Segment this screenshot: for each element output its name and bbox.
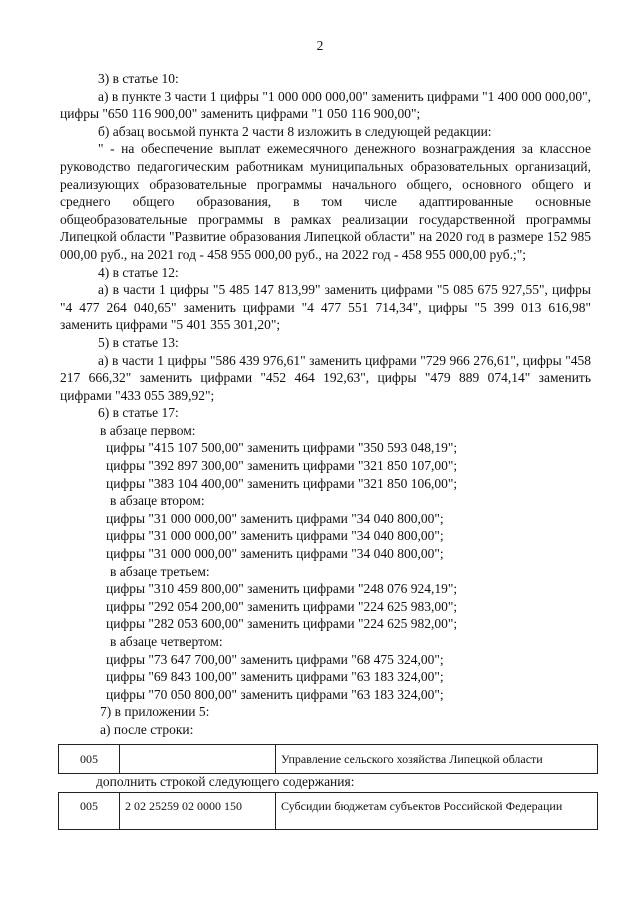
list-item: цифры "73 647 700,00" заменить цифрами "68 475 324,00";: [106, 651, 444, 667]
list-item: цифры "310 459 800,00" заменить цифрами "248 076 924,19";: [106, 581, 458, 597]
list-item: цифры "69 843 100,00" заменить цифрами "63 183 324,00";: [106, 669, 444, 685]
page-number: 2: [316, 38, 324, 53]
paragraph-article12: 4) в статье 12:: [98, 264, 179, 280]
between-text: дополнить строкой следующего содержания:: [96, 774, 355, 789]
paragraph-quote: " - на обеспечение выплат ежемесячного денежного вознаграждения за классное руководство педагогическим работникам муниципальных образовательных организаций, реализующих образовательные программы начального общего, основного общего и среднего общего образования, в том числе адаптированные основные общеобразовательные программы в рамках реализации государственной программы Липецкой области "Развитие образования Липецкой области" на 2020 год в размере 152 985 000,00 руб., на 2021 год - 458 955 000,00 руб., на 2022 год - 458 955 000,00 руб.;";: [60, 141, 591, 262]
paragraph-article13-a: а) в части 1 цифры "586 439 976,61" заменить цифрами "729 966 276,61", цифры "458 217 666,32" заменить цифрами "452 464 192,63", цифры "479 889 074,14" заменить цифрами "433 055 389,92";: [60, 352, 591, 403]
list-item: в абзаце втором:: [110, 493, 205, 509]
list-item: в абзаце первом:: [100, 422, 196, 438]
list-item: цифры "383 104 400,00" заменить цифрами "321 850 106,00";: [106, 475, 458, 491]
table-cell-code: 005: [59, 793, 120, 830]
list-item: цифры "415 107 500,00" заменить цифрами "350 593 048,19";: [106, 440, 458, 456]
table-cell-name: Управление сельского хозяйства Липецкой области: [276, 745, 598, 774]
paragraph-article13: 5) в статье 13:: [98, 334, 179, 350]
table-existing-row: [58, 744, 598, 774]
document-body: [60, 70, 591, 739]
list-item: цифры "31 000 000,00" заменить цифрами "34 040 800,00";: [106, 510, 444, 526]
list-item: а) после строки:: [100, 721, 194, 737]
paragraph-article10-a: а) в пункте 3 части 1 цифры "1 000 000 000,00" заменить цифрами "1 400 000 000,00", цифры "650 116 900,00" заменить цифрами "1 050 116 900,00";: [60, 88, 591, 122]
list-item: цифры "31 000 000,00" заменить цифрами "34 040 800,00";: [106, 546, 444, 562]
table-cell-kbk: [120, 745, 276, 774]
list-item: 7) в приложении 5:: [100, 704, 210, 720]
paragraph-article10-b: б) абзац восьмой пункта 2 части 8 изложить в следующей редакции:: [98, 123, 492, 139]
list-item: в абзаце четвертом:: [110, 634, 223, 649]
table-cell-name: Субсидии бюджетам субъектов Российской Федерации: [276, 793, 598, 830]
paragraph-article12-a: а) в части 1 цифры "5 485 147 813,99" заменить цифрами "5 085 675 927,55", цифры "4 477 264 040,65" заменить цифрами "4 477 551 714,34", цифры "5 399 013 616,98" заменить цифрами "5 401 355 301,20";: [60, 282, 591, 333]
paragraph-article10: 3) в статье 10:: [98, 71, 179, 86]
table-new-row: [58, 792, 598, 830]
list-item: цифры "292 054 200,00" заменить цифрами "224 625 983,00";: [106, 598, 458, 614]
list-item: цифры "70 050 800,00" заменить цифрами "63 183 324,00";: [106, 686, 444, 702]
table-cell-code: 005: [59, 745, 120, 774]
table-row: [59, 745, 598, 774]
list-item: цифры "392 897 300,00" заменить цифрами "321 850 107,00";: [106, 458, 458, 474]
list-item: цифры "31 000 000,00" заменить цифрами "34 040 800,00";: [106, 528, 444, 544]
table-row: [59, 793, 598, 830]
list-item: в абзаце третьем:: [110, 563, 210, 579]
list-item: цифры "282 053 600,00" заменить цифрами "224 625 982,00";: [106, 616, 458, 632]
table-cell-kbk: 2 02 25259 02 0000 150: [120, 793, 276, 830]
paragraph-article17: 6) в статье 17:: [98, 405, 179, 421]
